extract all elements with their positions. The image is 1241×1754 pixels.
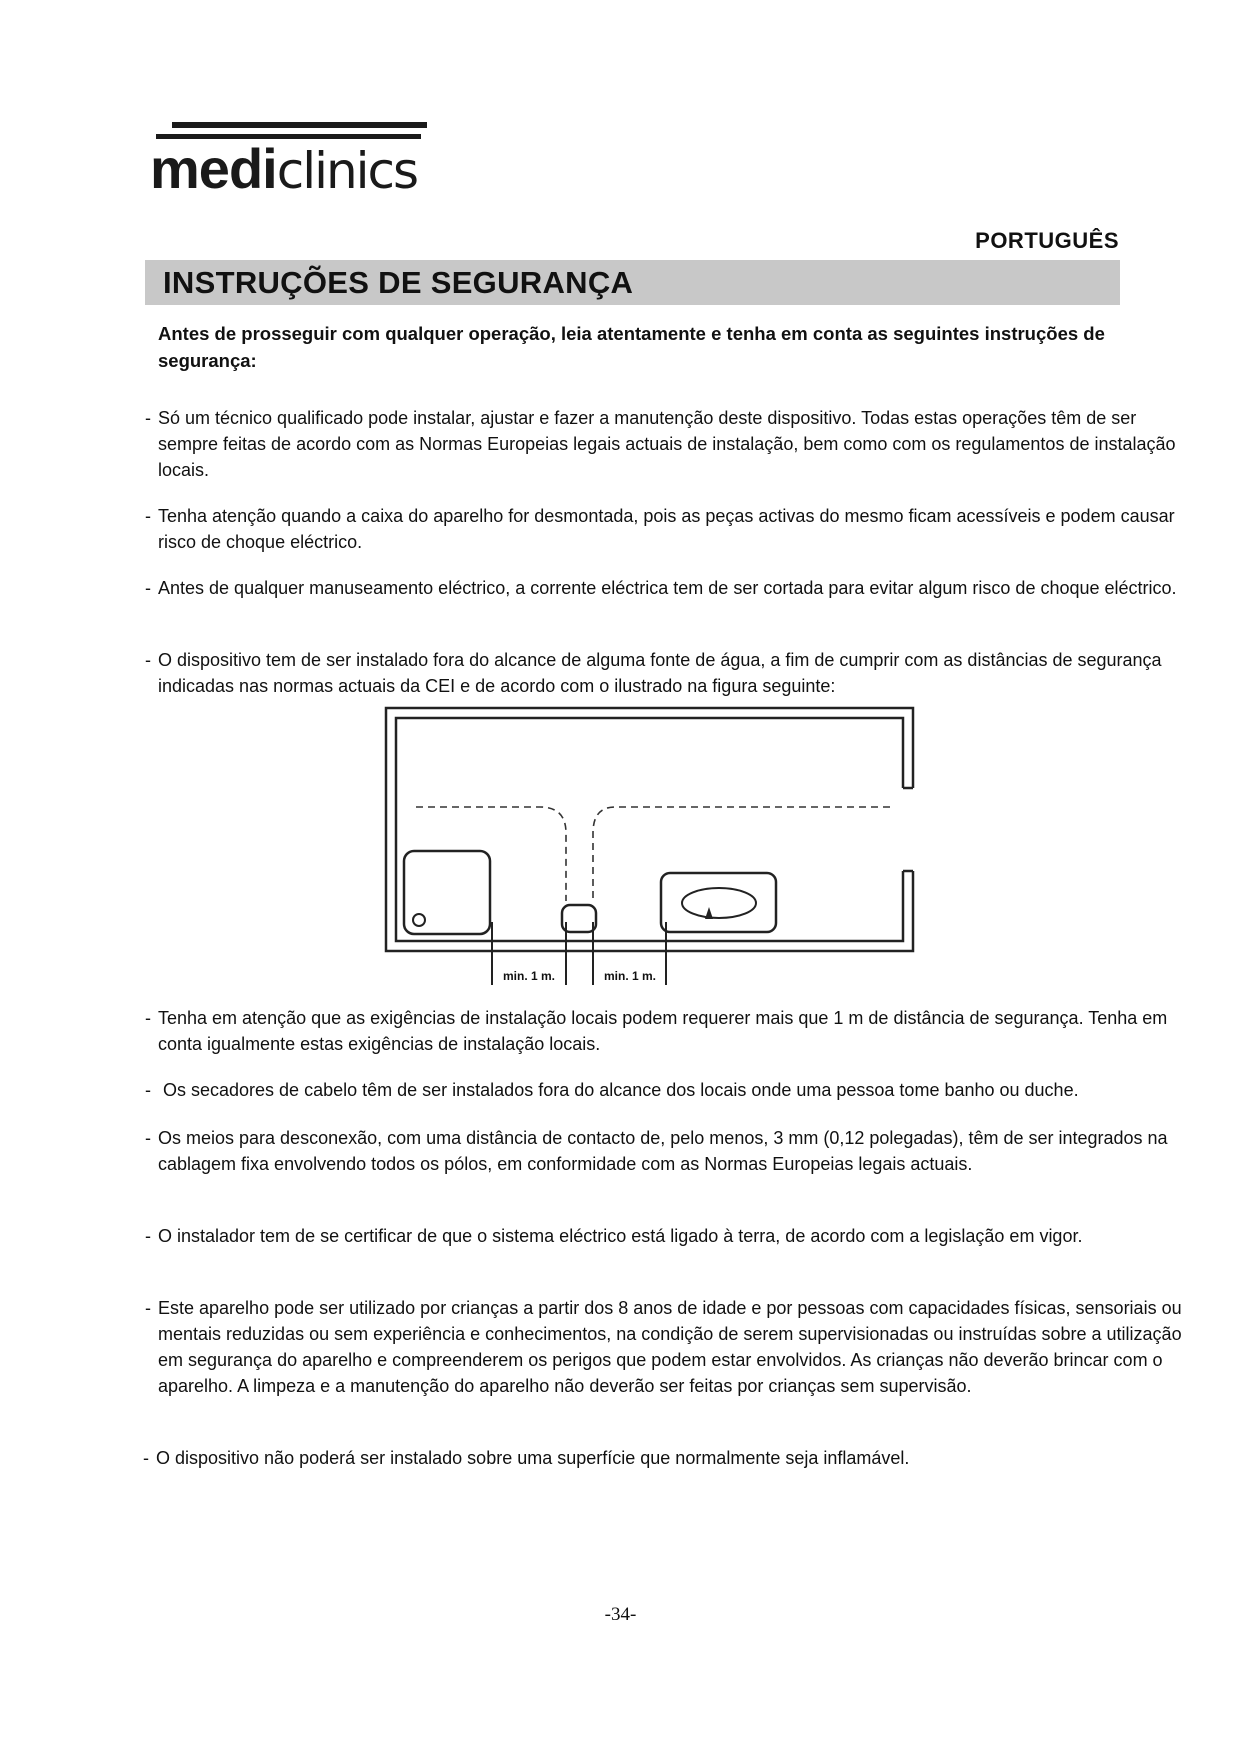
bullet-dash: - [143, 1448, 149, 1468]
room-wall-inner [396, 718, 903, 941]
bathroom-safety-diagram [380, 693, 920, 1003]
bullet-dash: - [145, 650, 151, 670]
intro-text: Antes de prosseguir com qualquer operação, leia atentamente e tenha em conta as seguintes instruções de segurança: [158, 323, 1105, 371]
bathroom-diagram-svg [380, 693, 920, 1003]
instruction-text: Tenha em atenção que as exigências de instalação locais podem requerer mais que 1 m de distância de segurança. Tenha em conta igualmente estas exigências de instalação locais. [158, 1008, 1168, 1054]
logo-wordmark-light: clinics [276, 142, 418, 200]
bullet-dash: - [145, 1080, 151, 1100]
instruction-text: Os meios para desconexão, com uma distância de contacto de, pelo menos, 3 mm (0,12 polegadas), têm de ser integrados na cablagem fixa envolvendo todos os pólos, em conformidade com as Normas Europeias legais actuais. [158, 1128, 1168, 1174]
shower-drain [413, 914, 425, 926]
brand-logo [150, 118, 430, 198]
bullet-dash: - [145, 1128, 151, 1148]
bullet-dash: - [145, 408, 151, 428]
instruction-text: O dispositivo tem de ser instalado fora do alcance de alguma fonte de água, a fim de cumprir com as distâncias de segurança indicadas nas normas actuais da CEI e de acordo com o ilustrado na figura seguinte: [158, 650, 1162, 696]
instruction-text: Antes de qualquer manuseamento eléctrico, a corrente eléctrica tem de ser cortada para evitar algum risco de choque eléctrico. [158, 578, 1177, 598]
logo-wordmark-bold: medi [150, 137, 277, 200]
logo-stripe-top [172, 122, 427, 128]
bullet-dash: - [145, 1008, 151, 1028]
page-title: INSTRUÇÕES DE SEGURANÇA [163, 265, 634, 300]
section-title-bar [145, 260, 1120, 305]
distance-label-right: min. 1 m. [603, 969, 657, 983]
bathtub [661, 873, 776, 932]
hair-dryer-device [562, 905, 596, 932]
instruction-text: Tenha atenção quando a caixa do aparelho for desmontada, pois as peças activas do mesmo ficam acessíveis e podem causar risco de choque eléctrico. [158, 506, 1175, 552]
language-label: PORTUGUÊS [975, 228, 1119, 253]
instruction-text: Os secadores de cabelo têm de ser instalados fora do alcance dos locais onde uma pessoa tome banho ou duche. [163, 1080, 1079, 1100]
bullet-dash: - [145, 1226, 151, 1246]
shower-tray [404, 851, 490, 934]
bullet-dash: - [145, 1298, 151, 1318]
safety-zone-right [593, 807, 890, 901]
distance-label-left: min. 1 m. [502, 969, 556, 983]
tap-icon [705, 907, 713, 919]
bullet-dash: - [145, 506, 151, 526]
instruction-text: O dispositivo não poderá ser instalado sobre uma superfície que normalmente seja inflamável. [156, 1448, 910, 1468]
instruction-text: Este aparelho pode ser utilizado por crianças a partir dos 8 anos de idade e por pessoas com capacidades físicas, sensoriais ou mentais reduzidas ou sem experiência e conhecimentos, na condição de serem supervisionadas ou instruídas sobre a utilização em segurança do aparelho e compreenderem os perigos que podem estar envolvidos. As crianças não deverão brincar com o aparelho. A limpeza e a manutenção do aparelho não deverão ser feitas por crianças sem supervisão. [158, 1298, 1182, 1396]
instruction-text: Só um técnico qualificado pode instalar, ajustar e fazer a manutenção deste dispositivo. Todas estas operações têm de ser sempre feitas de acordo com as Normas Europeias legais actuais de instalação, bem como com os regulamentos de instalação locais. [158, 408, 1176, 480]
instruction-text: O instalador tem de se certificar de que o sistema eléctrico está ligado à terra, de acordo com a legislação em vigor. [158, 1226, 1083, 1246]
room-wall [386, 708, 913, 951]
page-number: -34- [604, 1604, 637, 1625]
logo-wordmark [150, 136, 417, 204]
bullet-dash: - [145, 578, 151, 598]
bathtub-basin [682, 888, 756, 918]
